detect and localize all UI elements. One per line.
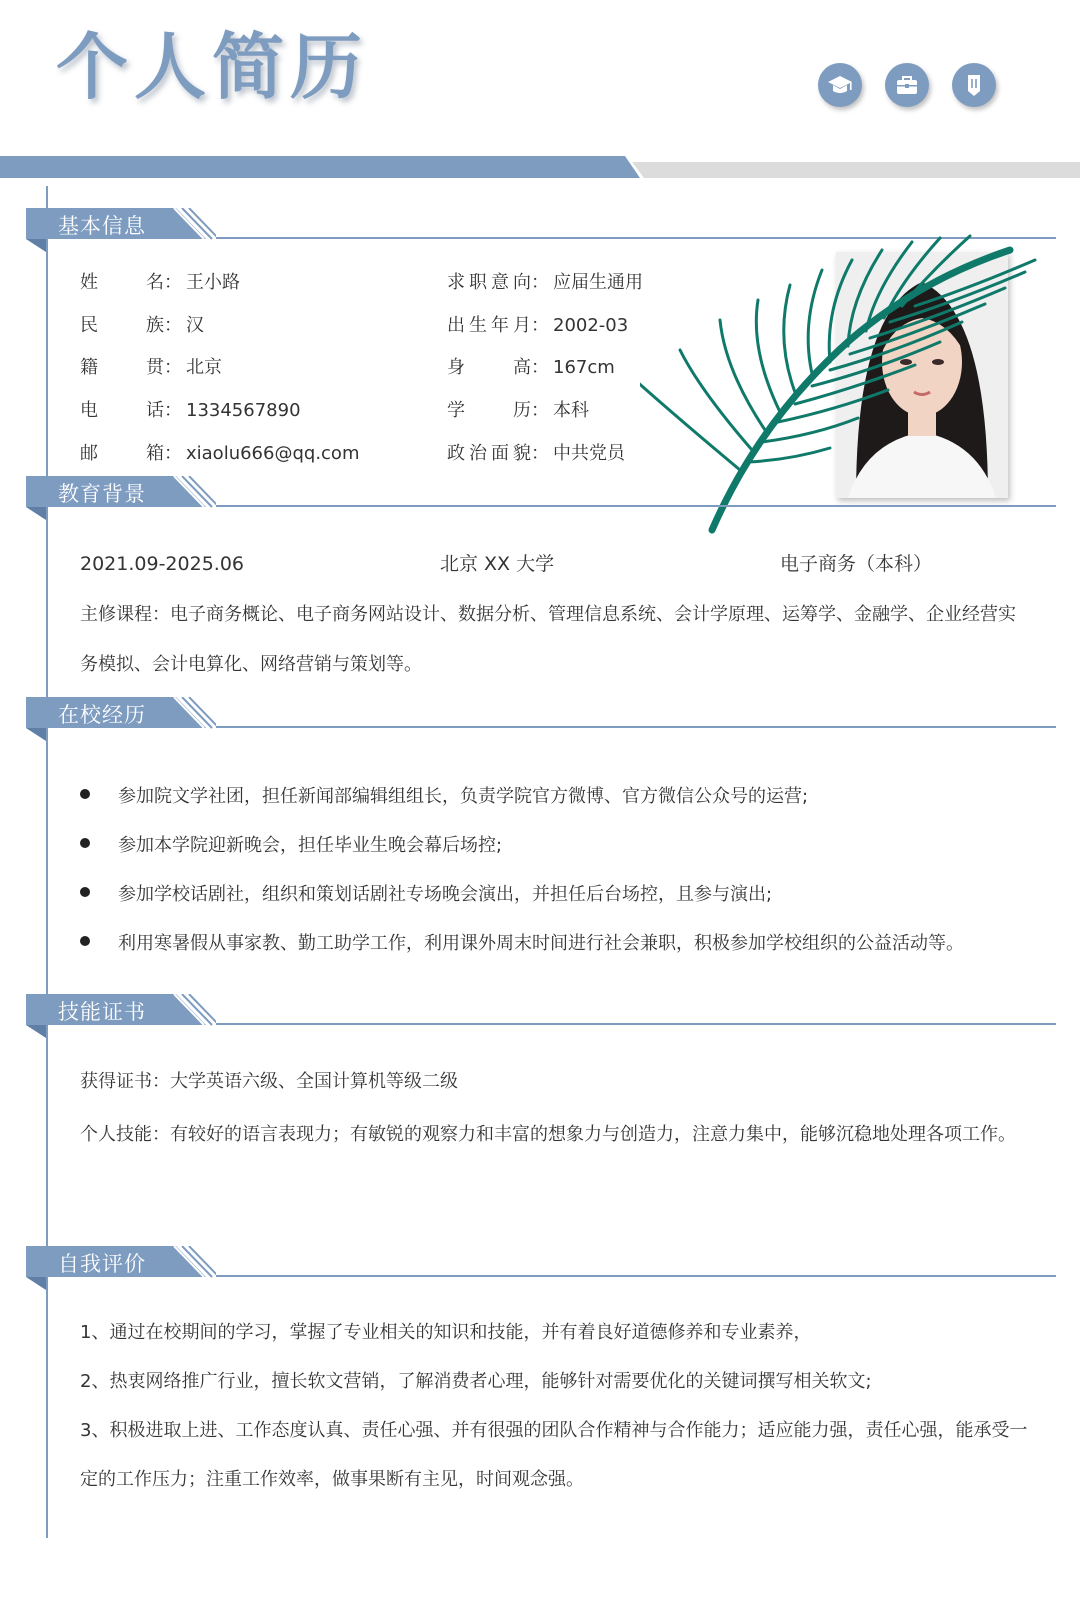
- education-major: 电子商务（本科）: [780, 553, 933, 575]
- list-item: 利用寒暑假从事家教、勤工助学工作，利用课外周末时间进行社会兼职，积极参加学校组织的公益活动等。: [80, 931, 964, 957]
- section-header-campus: [26, 697, 1056, 741]
- info-name: 姓名： 王小路: [80, 272, 240, 293]
- page-title: 个人简历: [56, 25, 369, 109]
- list-item: 参加本学院迎新晚会，担任毕业生晚会幕后场控;: [80, 833, 502, 859]
- evaluation-item-1: 1、通过在校期间的学习，掌握了专业相关的知识和技能，并有着良好道德修养和专业素养，: [80, 1322, 812, 1343]
- evaluation-item-3: 3、积极进取上进、工作态度认真、责任心强、并有很强的团队合作精神与合作能力；适应能力强，责任心强，能承受一定的工作压力；注重工作效率，做事果断有主见，时间观念强。: [80, 1420, 1028, 1490]
- info-email: 邮箱： xiaolu666@qq.com: [80, 443, 360, 464]
- info-hometown: 籍贯： 北京: [80, 357, 222, 378]
- section-header-skills: [26, 994, 1056, 1038]
- list-item: 参加院文学社团，担任新闻部编辑组组长，负责学院官方微博、官方微信公众号的运营;: [80, 784, 808, 810]
- info-birth: 出生年月： 2002-03: [447, 315, 629, 336]
- bullet-icon: [80, 789, 90, 799]
- section-title: 在校经历: [58, 703, 146, 727]
- bullet-icon: [80, 887, 90, 897]
- briefcase-icon: [885, 63, 929, 107]
- bullet-icon: [80, 838, 90, 848]
- section-title: 技能证书: [58, 1000, 146, 1024]
- section-title: 自我评价: [58, 1252, 146, 1276]
- list-item: 参加学校话剧社，组织和策划话剧社专场晚会演出，并担任后台场控，且参与演出;: [80, 882, 772, 908]
- profile-photo: [836, 252, 1008, 498]
- section-title: 教育背景: [58, 482, 146, 506]
- header-band: [0, 156, 1080, 186]
- education-period: 2021.09-2025.06: [80, 553, 244, 575]
- skills-certificates: 获得证书：大学英语六级、全国计算机等级二级: [80, 1071, 458, 1092]
- evaluation-item-2: 2、热衷网络推广行业，擅长软文营销，了解消费者心理，能够针对需要优化的关键词撰写相关软文;: [80, 1371, 872, 1392]
- section-header-evaluation: [26, 1246, 1056, 1290]
- timeline-line: [46, 186, 48, 1538]
- info-ethnicity: 民族： 汉: [80, 315, 204, 336]
- education-school: 北京 XX 大学: [440, 553, 555, 575]
- education-courses: 主修课程：电子商务概论、电子商务网站设计、数据分析、管理信息系统、会计学原理、运筹学、金融学、企业经营实务模拟、会计电算化、网络营销与策划等。: [80, 604, 1016, 675]
- skills-abilities: 个人技能：有较好的语言表现力；有敏锐的观察力和丰富的想象力与创造力，注意力集中，能够沉稳地处理各项工作。: [80, 1124, 1016, 1145]
- section-title: 基本信息: [58, 214, 146, 238]
- section-header-basic: [26, 208, 1056, 252]
- info-height: 身高： 167cm: [447, 357, 615, 378]
- info-political-status: 政治面貌： 中共党员: [447, 443, 625, 464]
- section-header-education: [26, 476, 1056, 520]
- info-job-intention: 求职意向： 应届生通用: [447, 272, 643, 293]
- bullet-icon: [80, 936, 90, 946]
- info-phone: 电话： 1334567890: [80, 400, 301, 421]
- graduation-cap-icon: [818, 63, 862, 107]
- bookmark-pencil-icon: [952, 63, 996, 107]
- info-degree: 学历： 本科: [447, 400, 589, 421]
